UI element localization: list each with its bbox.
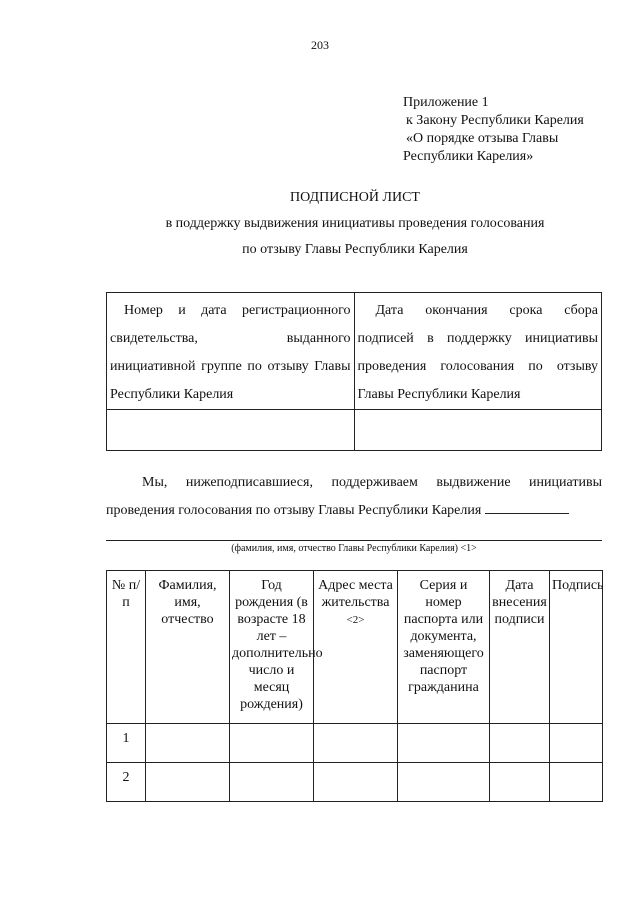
document-title: ПОДПИСНОЙ ЛИСТ xyxy=(290,190,420,205)
document-subtitle-line-1: в поддержку выдвижения инициативы проведения голосования xyxy=(165,216,545,231)
name-cell[interactable] xyxy=(146,763,230,802)
appendix-line-3: «О порядке отзыва Главы xyxy=(406,131,559,146)
row-number: 1 xyxy=(107,724,146,763)
table-row xyxy=(107,724,603,763)
collection-end-date-cell[interactable] xyxy=(354,410,602,451)
col-birth-header: Год рождения (в возрасте 18 лет – дополнительно число и месяц рождения) xyxy=(230,571,314,724)
name-cell[interactable] xyxy=(146,724,230,763)
date-cell[interactable] xyxy=(490,724,550,763)
statement-paragraph xyxy=(106,469,602,525)
passport-cell[interactable] xyxy=(398,724,490,763)
col-signature-header: Подпись xyxy=(550,571,603,724)
document-subtitle-line-2: по отзыву Главы Республики Карелия xyxy=(242,242,468,257)
col-passport-header: Серия и номер паспорта или документа, заменяющего паспорт гражданина xyxy=(398,571,490,724)
table-row xyxy=(107,763,603,802)
address-cell[interactable] xyxy=(314,724,398,763)
page-number: 203 xyxy=(311,38,329,52)
appendix-line-1: Приложение 1 xyxy=(403,95,489,110)
col-date-header: Дата внесения подписи xyxy=(490,571,550,724)
fio-caption xyxy=(106,543,602,554)
address-cell[interactable] xyxy=(314,763,398,802)
appendix-line-2: к Закону Республики Карелия xyxy=(406,113,584,128)
signature-cell[interactable] xyxy=(550,724,603,763)
row-number: 2 xyxy=(107,763,146,802)
fio-line[interactable] xyxy=(106,540,602,541)
fio-fill-line[interactable] xyxy=(485,499,569,514)
registration-table xyxy=(106,292,602,451)
birth-cell[interactable] xyxy=(230,724,314,763)
col-address-header xyxy=(314,571,398,724)
col-address-footnote: <2> xyxy=(346,614,365,626)
date-cell[interactable] xyxy=(490,763,550,802)
collection-end-date-header xyxy=(354,293,602,410)
fio-footnote-ref: <1> xyxy=(460,543,477,554)
signature-table-header xyxy=(107,571,603,724)
appendix-header xyxy=(403,94,584,166)
appendix-line-4: Республики Карелия» xyxy=(403,149,534,164)
collection-end-date-text: Дата окончания срока сбора подписей в поддержку инициативы проведения голосования по отзыву Главы Республики Карелия xyxy=(357,303,598,402)
statement-text: Мы, нижеподписавшиеся, поддерживаем выдвижение инициативы проведения голосования по отзыву Главы Республики Карелия xyxy=(106,475,602,518)
fio-caption-text: (фамилия, имя, отчество Главы Республики Карелия) xyxy=(231,543,459,554)
registration-number-cell[interactable] xyxy=(107,410,355,451)
registration-number-header xyxy=(107,293,355,410)
registration-number-text: Номер и дата регистрационного свидетельства, выданного инициативной группе по отзыву Главы Республики Карелия xyxy=(110,303,351,402)
birth-cell[interactable] xyxy=(230,763,314,802)
signature-table xyxy=(106,570,603,802)
col-name-header: Фамилия, имя, отчество xyxy=(146,571,230,724)
passport-cell[interactable] xyxy=(398,763,490,802)
signature-cell[interactable] xyxy=(550,763,603,802)
col-number-header: № п/п xyxy=(107,571,146,724)
col-address-text: Адрес места жительства xyxy=(318,578,393,610)
